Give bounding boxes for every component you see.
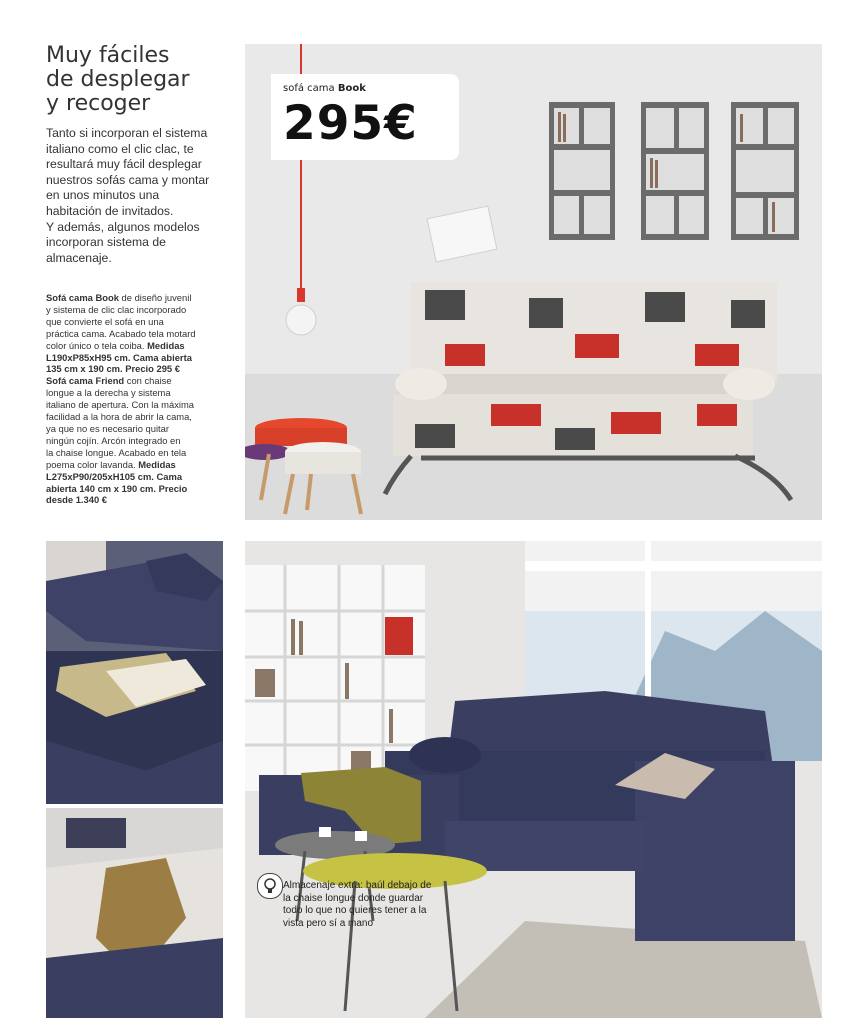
tip-line: vista pero sí a mano <box>283 917 374 929</box>
description-line: italiano de apertura. Con la máxima <box>46 399 194 411</box>
description-line: práctica cama. Acabado tela motard <box>46 327 196 339</box>
lightbulb-icon <box>257 873 283 899</box>
title-line: Muy fáciles <box>46 43 170 68</box>
description-line <box>46 459 238 471</box>
description-line <box>46 292 238 304</box>
title-line: y recoger <box>46 91 151 116</box>
price-tag-prefix: sofá cama <box>283 83 338 94</box>
measures-value: L275xP90/205xH105 cm. Cama <box>46 470 183 482</box>
intro-paragraph <box>46 126 236 266</box>
price-tag-model: Book <box>337 83 366 94</box>
price-tag-price: 295€ <box>283 96 418 151</box>
description-line: ningún cojín. Arcón integrado en <box>46 434 181 446</box>
description-text: poema color lavanda. <box>46 458 139 470</box>
description-text: color único o tela coiba. <box>46 339 148 351</box>
price-tag-label <box>283 83 366 94</box>
measures-value: L190xP85xH95 cm. Cama abierta <box>46 351 192 363</box>
storage-detail-photo <box>46 541 223 804</box>
intro-line: Tanto si incorporan el sistema <box>46 126 208 140</box>
description-line <box>46 471 238 483</box>
intro-line: almacenaje. <box>46 250 112 265</box>
price-label: Precio <box>158 482 188 494</box>
description-line: y sistema de clic clac incorporado <box>46 303 187 315</box>
description-line <box>46 483 238 495</box>
measures-value: abierta 140 cm x 190 cm. <box>46 482 159 494</box>
product-name: Sofá cama Friend <box>46 375 125 387</box>
description-line <box>46 363 238 375</box>
storage-tip <box>283 880 453 930</box>
description-line <box>46 340 238 352</box>
tip-line: Almacenaje extra: baúl debajo de <box>283 880 432 891</box>
product-model: Book <box>95 292 119 303</box>
description-line: que convierte el sofá en una <box>46 315 164 327</box>
intro-line: nuestros sofás cama y montar <box>46 172 210 187</box>
title-line: de desplegar <box>46 67 190 92</box>
description-line: longue a la derecha y sistema <box>46 387 171 399</box>
product-name: Sofá cama <box>46 292 96 303</box>
measures-label: Medidas <box>147 339 185 351</box>
measures-label: Medidas <box>138 458 176 470</box>
intro-line: resultará muy fácil desplegar <box>46 157 202 172</box>
tip-line: todo lo que no quieres tener a la <box>283 905 427 917</box>
description-line: la chaise longue. Acabado en tela <box>46 446 187 458</box>
description-line: facilidad a la hora de abrir la cama, <box>46 411 192 423</box>
price-value: desde 1.340 € <box>46 494 107 506</box>
description-text: con chaise <box>124 375 172 387</box>
friend-sofa-photo <box>245 541 822 1018</box>
page-title <box>46 44 236 116</box>
intro-line: habitación de invitados. <box>46 203 174 218</box>
price-value: 135 cm x 190 cm. Precio 295 € <box>46 363 180 375</box>
product-description <box>46 292 238 506</box>
intro-line: en unos minutos una <box>46 188 160 203</box>
tip-line: la chaise longue donde guardar <box>283 892 424 904</box>
intro-line: Y además, algunos modelos <box>46 219 200 234</box>
description-line <box>46 352 238 364</box>
description-text: de diseño juvenil <box>118 292 192 303</box>
description-line <box>46 375 238 387</box>
description-line: ya que no es necesario quitar <box>46 422 169 434</box>
price-tag <box>271 74 459 160</box>
intro-line: italiano como el clic clac, te <box>46 141 194 156</box>
description-line <box>46 494 238 506</box>
open-bed-photo <box>46 808 223 1018</box>
intro-line: incorporan sistema de <box>46 235 166 250</box>
